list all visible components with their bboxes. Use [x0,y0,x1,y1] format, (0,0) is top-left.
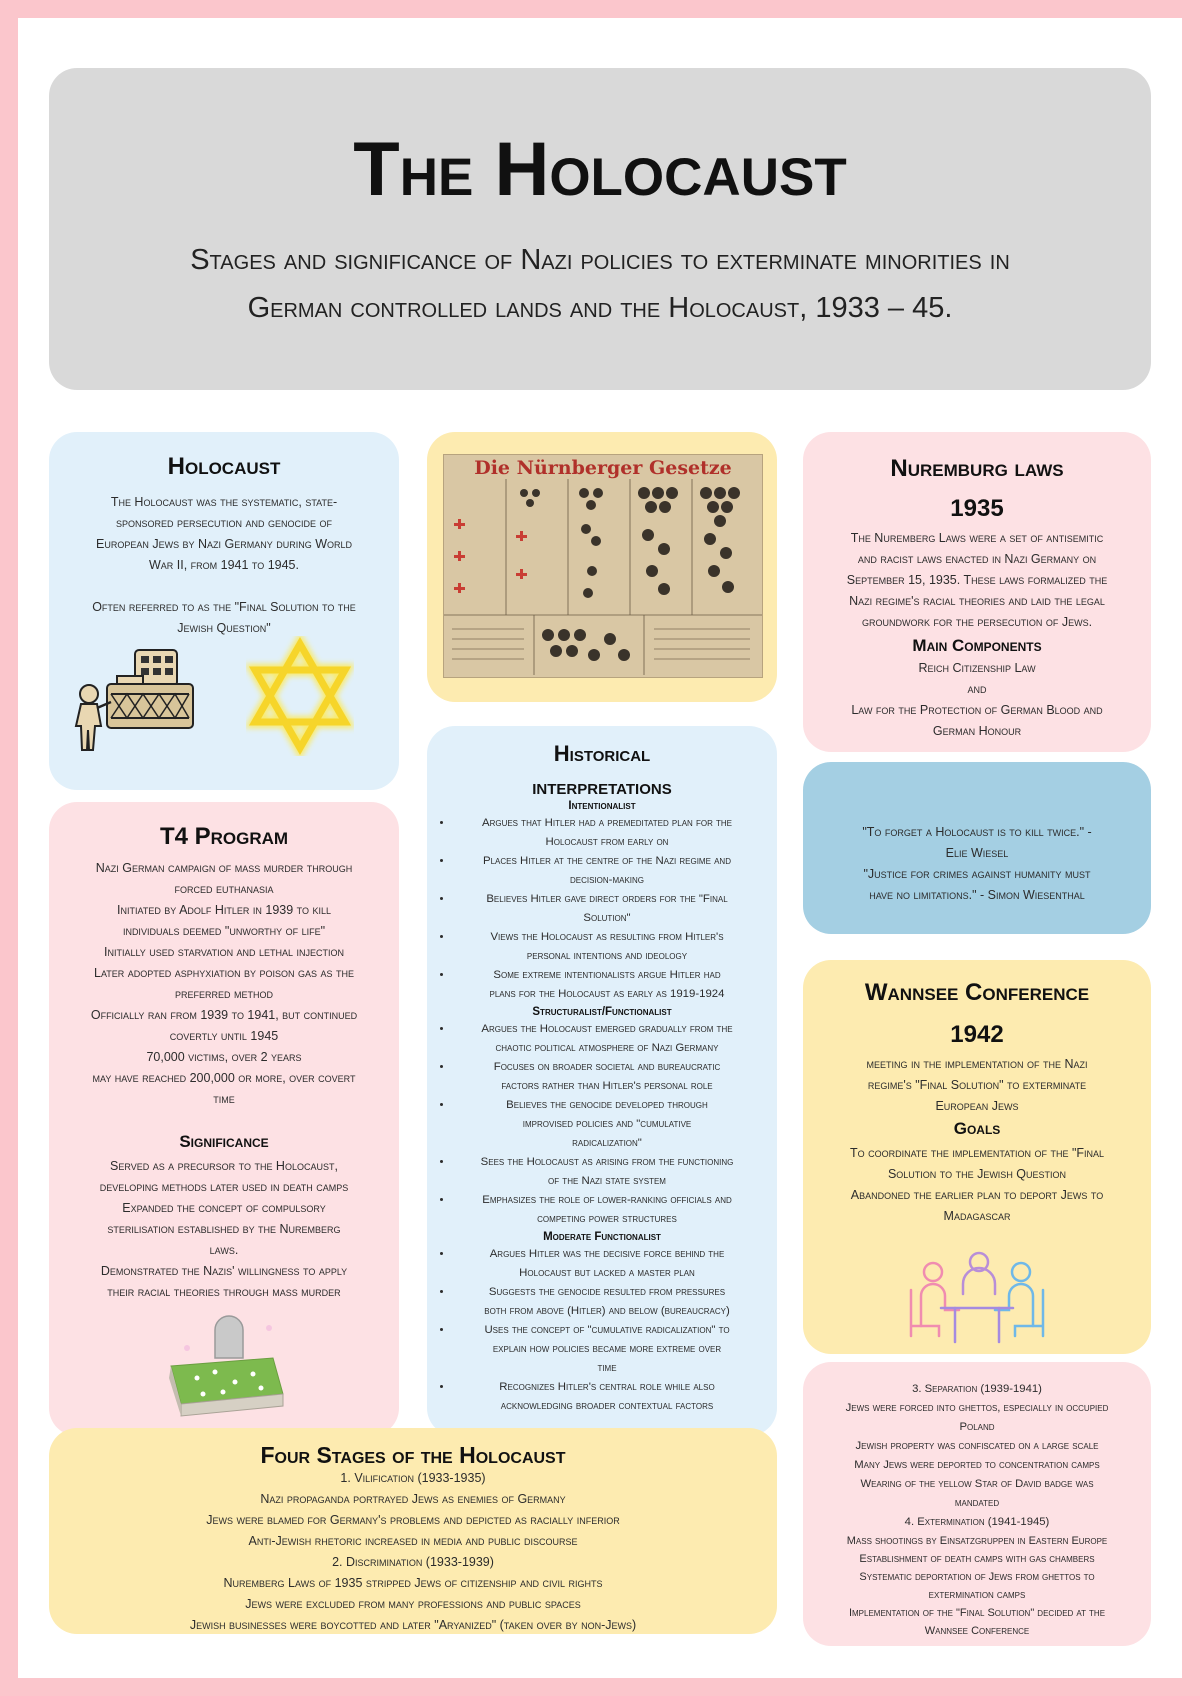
list-item [453,966,761,1004]
four-stages-title: Four Stages of the Holocaust [260,1442,566,1468]
list-item [453,1283,761,1321]
text-line: The Nuremberg Laws were a set of antisemitic [850,531,1104,545]
goals-heading: Goals [953,1119,1001,1138]
t4-program-card [49,802,399,1436]
text-line: Nazi regime's racial theories and laid the legal [849,594,1105,608]
list-item [453,1321,761,1378]
text-line: and racist laws enacted in Nazi Germany on [857,552,1097,566]
grave-icon [157,1308,297,1418]
list-item [453,1096,761,1153]
nuremburg-laws-card [803,432,1151,752]
text-line: sponsored persecution and genocide of [116,516,332,530]
text-line: Recognizes Hitler's central role while also [499,1381,715,1393]
text-line: Officially ran from 1939 to 1941, but continued [90,1008,358,1022]
racial-chart-graphic [444,479,762,675]
text-line: Wannsee Conference [924,1625,1030,1637]
list-item [453,1020,761,1058]
text-line: Believes Hitler gave direct orders for the "Final [486,893,728,905]
text-line: explain how policies became more extreme over [492,1343,722,1355]
main-components-list [803,658,1151,742]
text-line: Jews were blamed for Germany's problems and depicted as racially inferior [206,1513,620,1527]
wannsee-title: Wannsee Conference [864,979,1090,1006]
list-item [453,1058,761,1096]
text-line: Jews were forced into ghettos, especially in occupied [845,1402,1109,1414]
four-stages-card [49,1428,777,1634]
text-line: Argues Hitler was the decisive force behind the [489,1248,725,1260]
structuralist-heading: Structuralist/Functionalist [532,1006,672,1018]
text-line: Law for the Protection of German Blood and [851,703,1103,717]
nuremburg-year: 1935 [950,495,1004,522]
text-line: September 15, 1935. These laws formalized the [846,573,1108,587]
text-line: Holocaust but lacked a master plan [519,1267,695,1279]
page-title: The Holocaust [353,127,847,212]
nuremburg-description [803,528,1151,633]
text-line: personal intentions and ideology [526,950,688,962]
text-line: Solution" [583,912,631,924]
significance-heading: Significance [179,1132,269,1151]
text-line: 3. Separation (1939-1941) [912,1383,1042,1395]
text-line: Suggests the genocide resulted from pressures [488,1286,726,1298]
text-line: Jewish Question" [177,621,271,635]
interpretations-title-line-2: interpretations [532,774,672,799]
list-item [453,1153,761,1191]
text-line: sterilisation established by the Nuremberg [107,1222,341,1236]
text-line: Views the Holocaust as resulting from Hitler's [490,931,724,943]
text-line: To coordinate the implementation of the "Final [849,1146,1105,1160]
nuremberg-laws-poster-image [443,454,763,678]
text-line: Expanded the concept of compulsory [122,1201,326,1215]
holocaust-title: Holocaust [167,453,281,480]
t4-title: T4 Program [159,823,289,850]
text-line: meeting in the implementation of the Nazi [866,1057,1088,1071]
page-subtitle-line-2: German controlled lands and the Holocaust, 1933 – 45. [247,292,953,324]
text-line: may have reached 200,000 or more, over covert [92,1071,356,1085]
text-line: Nuremberg Laws of 1935 stripped Jews of citizenship and civil rights [223,1576,603,1590]
holocaust-final-solution [49,597,399,639]
significance-list [49,1156,399,1303]
text-line: factors rather than Hitler's personal role [501,1080,713,1092]
text-line: preferred method [175,987,273,1001]
text-line: forced euthanasia [174,882,274,896]
quote-line: have no limitations." - Simon Wiesenthal [869,888,1085,902]
text-line: time [597,1362,617,1374]
text-line: Jewish businesses were boycotted and later "Aryanized" (taken over by non-Jews) [189,1618,637,1632]
quote-line: "Justice for crimes against humanity must [863,867,1091,881]
wannsee-conference-card [803,960,1151,1354]
text-line: competing power structures [537,1213,677,1225]
text-line: 2. Discrimination (1933-1939) [332,1555,494,1569]
text-line: Often referred to as the "Final Solution to the [92,600,356,614]
holocaust-definition [49,492,399,576]
text-line: Initiated by Adolf Hitler in 1939 to kill [117,903,331,917]
quote-author: Elie Wiesel [945,846,1009,860]
text-line: Solution to the Jewish Question [887,1167,1067,1181]
text-line: individuals deemed "unworthy of life" [122,924,326,938]
text-line: Poland [959,1421,995,1433]
historical-interpretations-card [427,726,777,1436]
text-line: Many Jews were deported to concentration camps [854,1459,1100,1471]
text-line: both from above (Hitler) and below (bureaucracy) [484,1305,730,1317]
text-line: extermination camps [928,1589,1026,1601]
text-line: 4. Extermination (1941-1945) [904,1516,1050,1528]
text-line: European Jews [935,1099,1019,1113]
text-line: Argues that Hitler had a premeditated plan for the [481,817,733,829]
text-line: Mass shootings by Einsatzgruppen in Eastern Europe [846,1535,1108,1547]
text-line: Nazi German campaign of mass murder through [95,861,353,875]
text-line: Some extreme intentionalists argue Hitler had [493,969,721,981]
text-line: chaotic political atmosphere of Nazi Germany [495,1042,719,1054]
list-item [453,1378,761,1416]
text-line: and [967,682,987,696]
text-line: Anti-Jewish rhetoric increased in media and public discourse [248,1534,578,1548]
poster-caption: Die Nürnberger Gesetze [474,457,732,479]
nuremberg-poster-card [427,432,777,702]
text-line: Reich Citizenship Law [918,661,1036,675]
text-line: Uses the concept of "cumulative radicalization" to [484,1324,730,1336]
text-line: Jews were excluded from many professions and public spaces [245,1597,581,1611]
text-line: Wearing of the yellow Star of David badge was [860,1478,1094,1490]
four-stages-list [49,1468,777,1634]
wannsee-description [803,1054,1151,1117]
text-line: 1. Vilification (1933-1935) [340,1471,486,1485]
text-line: European Jews by Nazi Germany during World [96,537,352,551]
intentionalist-heading: Intentionalist [568,800,636,812]
meeting-table-icon [907,1250,1047,1346]
text-line: Madagascar [943,1209,1011,1223]
text-line: regime's "Final Solution" to exterminate [867,1078,1087,1092]
text-line: 70,000 victims, over 2 years [146,1050,302,1064]
text-line: Jewish property was confiscated on a large scale [855,1440,1099,1452]
text-line: Implementation of the "Final Solution" decided at the [848,1607,1106,1619]
text-line: Places Hitler at the centre of the Nazi regime and [483,855,731,867]
poster [18,18,1182,1678]
text-line: their racial theories through mass murder [107,1285,341,1299]
quote-line: "To forget a Holocaust is to kill twice." - [862,825,1092,839]
text-line: Establishment of death camps with gas chambers [859,1553,1095,1565]
stages-continued-card [803,1362,1151,1646]
intentionalist-list [427,814,777,1004]
text-line: decision-making [569,874,645,886]
page-subtitle-line-1: Stages and significance of Nazi policies to exterminate minorities in [190,244,1010,276]
text-line: Sees the Holocaust as arising from the functioning [480,1156,734,1168]
text-line: laws. [209,1243,239,1257]
text-line: Nazi propaganda portrayed Jews as enemies of Germany [260,1492,566,1506]
moderate-functionalist-list [427,1245,777,1416]
text-line: Believes the genocide developed through [506,1099,708,1111]
header-card [49,68,1151,390]
text-line: plans for the Holocaust as early as 1919-1924 [489,988,725,1000]
text-line: Served as a precursor to the Holocaust, [110,1159,338,1173]
text-line: acknowledging broader contextual factors [500,1400,714,1412]
text-line: Focuses on broader societal and bureaucratic [493,1061,721,1073]
text-line: improvised policies and "cumulative [522,1118,692,1130]
text-line: groundwork for the persecution of Jews. [861,615,1093,629]
text-line: radicalization" [572,1137,642,1149]
wannsee-year: 1942 [950,1021,1004,1048]
list-item [453,814,761,852]
text-line: Abandoned the earlier plan to deport Jews to [850,1188,1104,1202]
text-line: Emphasizes the role of lower-ranking officials and [482,1194,732,1206]
list-item [453,890,761,928]
list-item [453,1245,761,1283]
structuralist-list [427,1020,777,1229]
star-of-david-icon [245,636,355,756]
text-line: covertly until 1945 [169,1029,279,1043]
text-line: mandated [954,1497,1000,1509]
list-item [453,852,761,890]
text-line: time [213,1092,235,1106]
quotes-card [803,762,1151,934]
t4-facts [49,858,399,1110]
list-item [453,1191,761,1229]
text-line: Later adopted asphyxiation by poison gas as the [94,966,354,980]
text-line: developing methods later used in death camps [99,1180,349,1194]
text-line: Systematic deportation of Jews from ghettos to [859,1571,1095,1583]
text-line: War II, from 1941 to 1945. [148,558,299,572]
nuremburg-title: Nuremburg laws [890,455,1064,482]
interpretations-title-line-1: Historical [553,741,651,766]
holocaust-card [49,432,399,790]
text-line: The Holocaust was the systematic, state- [110,495,338,509]
list-item [453,928,761,966]
text-line: Demonstrated the Nazis' willingness to apply [100,1264,348,1278]
text-line: Initially used starvation and lethal injection [103,945,345,959]
main-components-heading: Main Components [912,636,1042,655]
moderate-functionalist-heading: Moderate Functionalist [543,1231,661,1243]
text-line: of the Nazi state system [548,1175,666,1187]
text-line: German Honour [932,724,1022,738]
goals-list [803,1143,1151,1227]
person-fence-icon [67,646,197,756]
text-line: Holocaust from early on [545,836,669,848]
text-line: Argues the Holocaust emerged gradually from the [481,1023,733,1035]
